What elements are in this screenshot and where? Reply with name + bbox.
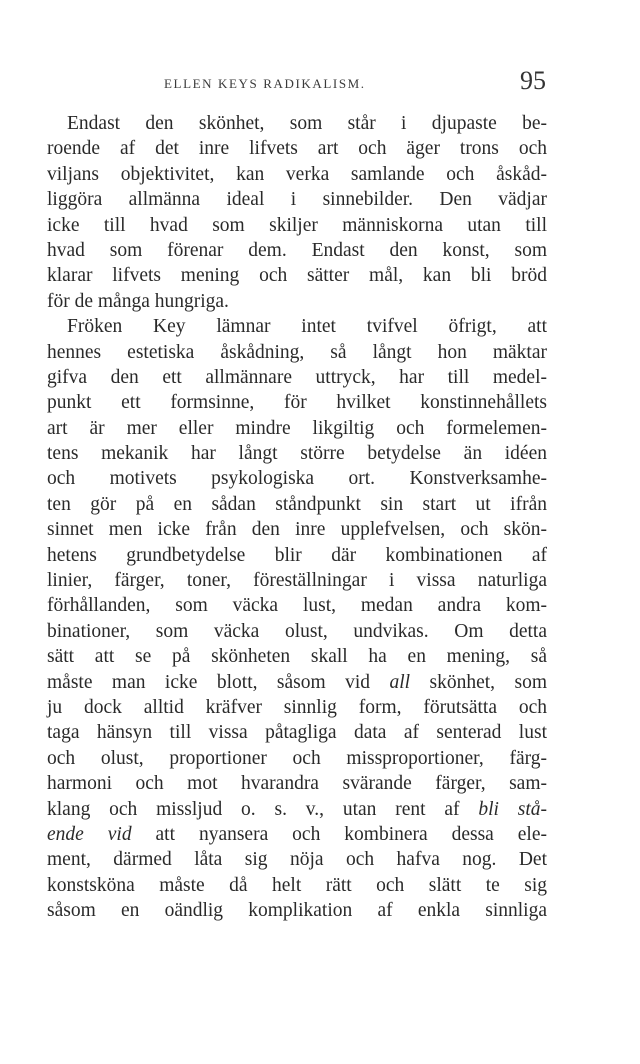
text-line: linier, färger, toner, föreställningar i vissa naturliga [47,570,547,592]
text-line: tens mekanik har långt större betydelse än idéen [47,443,547,465]
text-line: klarar lifvets mening och sätter mål, kan bli bröd [47,265,547,287]
running-header [46,66,546,106]
text-run: måste man icke blott, såsom vid [47,671,390,693]
text-run: att nyansera och kombinera dessa ele- [131,823,547,845]
italic-text: ende vid [47,823,132,845]
text-line: art är mer eller mindre likgiltig och formelemen- [47,417,547,439]
text-line: och motivets psykologiska ort. Konstverksamhe- [47,468,547,490]
text-line: liggöra allmänna ideal i sinnebilder. Den vädjar [47,189,547,211]
text-line: taga hänsyn till vissa påtagliga data af senterad lust [47,722,547,744]
text-line: konstsköna måste då helt rätt och slätt te sig [47,874,547,896]
text-run: klang och missljud o. s. v., utan rent af [47,798,479,820]
text-line: såsom en oändlig komplikation af enkla sinnliga [47,900,547,922]
text-line: roende af det inre lifvets art och äger trons och [47,138,547,160]
text-line: ten gör på en sådan ståndpunkt sin start ut ifrån [47,493,547,515]
text-line: harmoni och mot hvarandra svärande färger, sam- [47,773,547,795]
text-line: ju dock alltid kräfver sinnlig form, förutsätta och [47,696,547,718]
page-number: 95 [520,66,546,95]
text-line: icke till hvad som skiljer människorna utan till [47,214,547,236]
text-line: punkt ett formsinne, för hvilket konstinnehållets [47,392,547,414]
text-line [47,797,547,822]
text-line: gifva den ett allmännare uttryck, har till medel- [47,366,547,388]
text-line: sinnet men icke från den inre upplefvelsen, och skön- [47,519,547,541]
running-title: ELLEN KEYS RADIKALISM. [164,76,366,91]
text-line: sätt att se på skönheten skall ha en mening, så [47,646,547,668]
italic-text: all [389,671,411,693]
text-line [47,822,547,847]
text-line: viljans objektivitet, kan verka samlande och åskåd- [47,163,547,185]
text-line: förhållanden, som väcka lust, medan andra kom- [47,595,547,617]
body-text [47,111,547,924]
text-line: Fröken Key lämnar intet tvifvel öfrigt, att [67,316,547,338]
text-line: hvad som förenar dem. Endast den konst, som [47,239,547,261]
text-line [47,670,547,695]
text-line: för de många hungriga. [47,290,229,312]
italic-text: bli stå- [478,798,548,820]
text-run: skönhet, som [410,671,547,693]
text-line: ment, därmed låta sig nöja och hafva nog. Det [47,849,547,871]
text-line: och olust, proportioner och missproportioner, färg- [47,747,547,769]
text-line: Endast den skönhet, som står i djupaste be- [67,113,547,134]
text-line: binationer, som väcka olust, undvikas. Om detta [47,620,547,642]
text-line: hetens grundbetydelse blir där kombinationen af [47,544,547,566]
text-line: hennes estetiska åskådning, så långt hon mäktar [47,341,547,363]
